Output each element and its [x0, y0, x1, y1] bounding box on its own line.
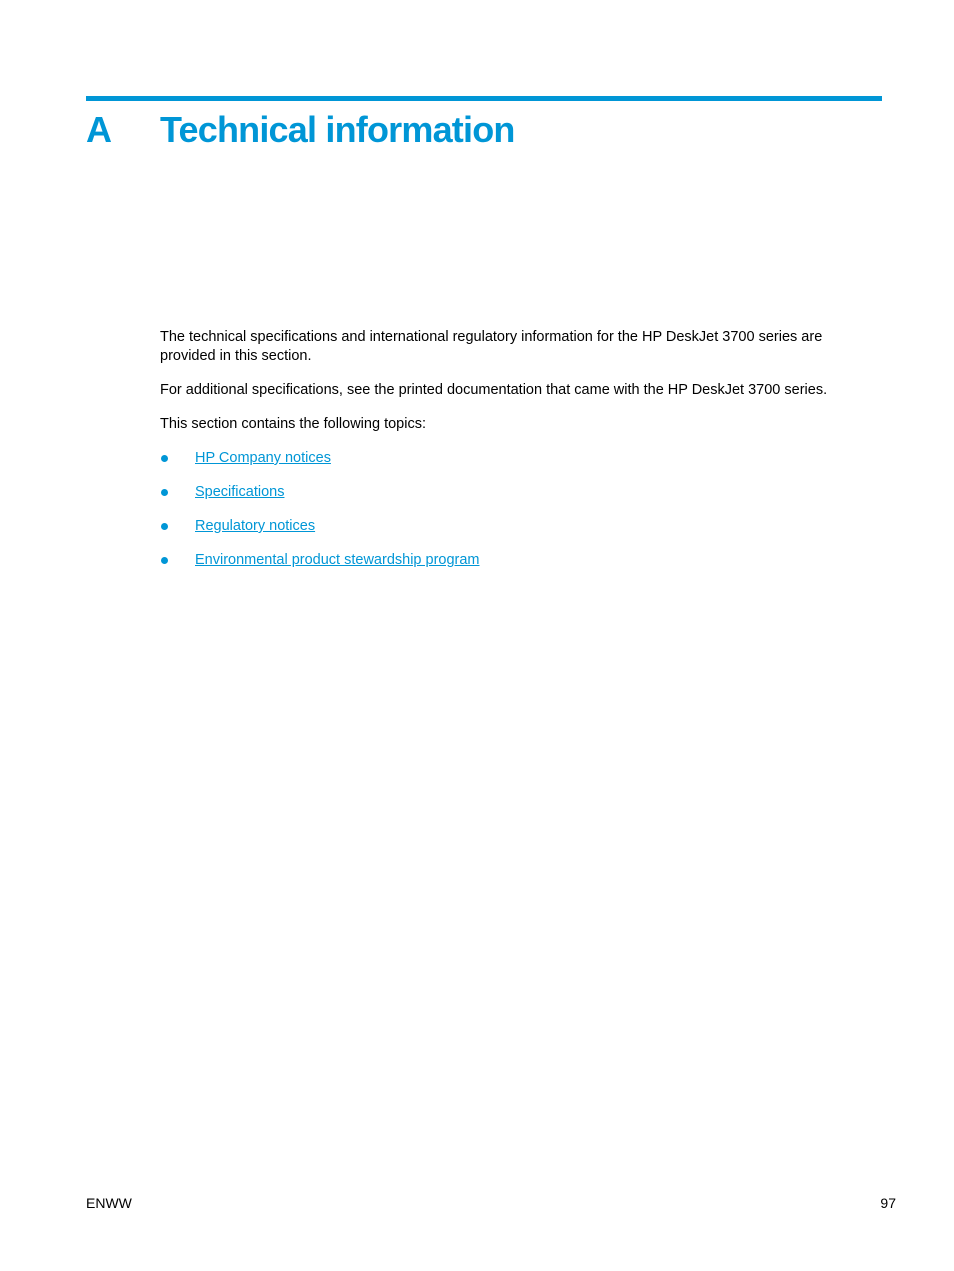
list-item: [160, 449, 850, 468]
list-item: [160, 483, 850, 502]
chapter-letter: A: [86, 109, 112, 150]
additional-specs-paragraph: For additional specifications, see the printed documentation that came with the HP DeskJet 3700 series.: [160, 382, 828, 398]
topic-list: [160, 449, 850, 570]
list-item: [160, 517, 850, 536]
chapter-title: Technical information: [160, 109, 515, 150]
link-regulatory-notices[interactable]: Regulatory notices: [195, 518, 316, 534]
page-number: 97: [880, 1195, 896, 1211]
link-hp-company-notices[interactable]: HP Company notices: [195, 450, 331, 466]
bullet-icon: [161, 557, 168, 564]
list-item: [160, 551, 850, 570]
bullet-icon: [161, 523, 168, 530]
intro-paragraph: The technical specifications and international regulatory information for the HP DeskJet 3700 series are provided in this section.: [160, 329, 823, 364]
link-specifications[interactable]: Specifications: [195, 484, 285, 500]
section-content: [160, 328, 850, 585]
bullet-icon: [161, 455, 168, 462]
topics-intro-paragraph: This section contains the following topics:: [160, 416, 426, 432]
footer-locale-code: ENWW: [86, 1195, 132, 1211]
chapter-top-rule: [86, 96, 882, 101]
link-environmental-program[interactable]: Environmental product stewardship program: [195, 552, 480, 568]
bullet-icon: [161, 489, 168, 496]
